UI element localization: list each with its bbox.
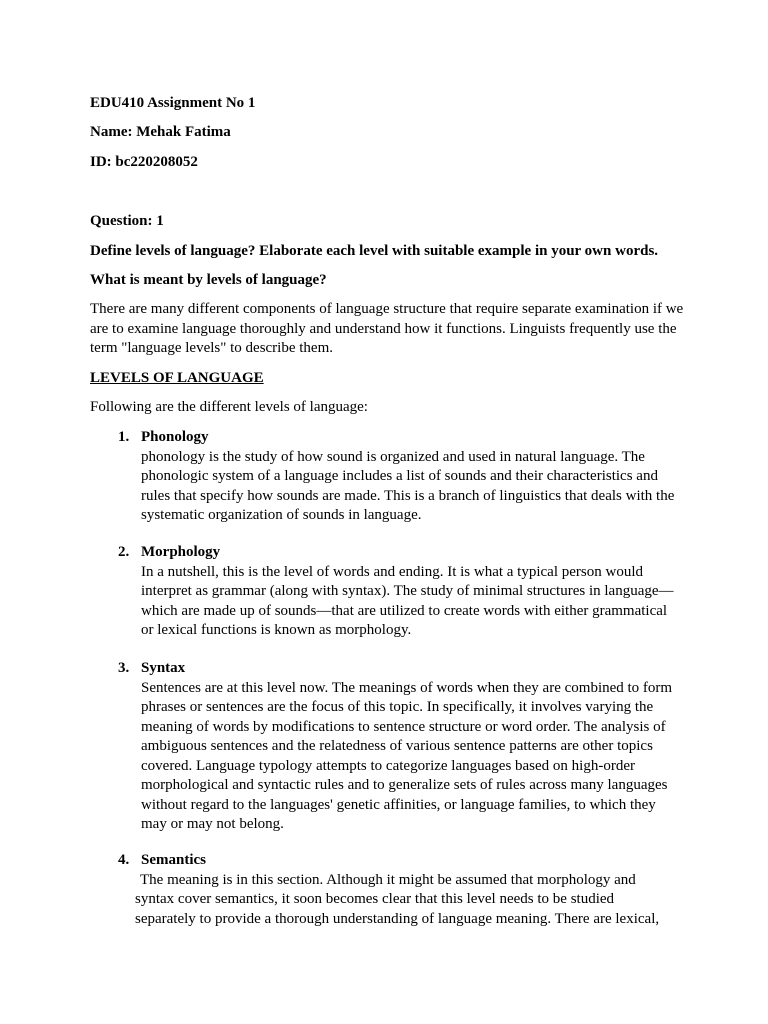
- level-number: 4.: [118, 852, 130, 868]
- level-item-syntax: [90, 659, 690, 839]
- level-title: Phonology: [141, 429, 209, 445]
- level-title: Morphology: [141, 544, 221, 560]
- level-number: 3.: [118, 660, 130, 676]
- intro-paragraph: There are many different components of language structure that require separate examination if we are to examine language thoroughly and understand how it functions. Linguists frequently use the term "language levels" to describe them.: [90, 301, 684, 356]
- level-body: In a nutshell, this is the level of words and ending. It is what a typical person would interpret as grammar (along with syntax). The study of minimal structures in language—which are made up of sounds—that are utilized to create words with either grammatical or lexical functions is known as morphology.: [141, 563, 674, 638]
- level-body: Sentences are at this level now. The meanings of words when they are combined to form phrases or sentences are the focus of this topic. In specifically, it involves varying the meaning of words by modifications to sentence structure or word order. The analysis of ambiguous sentences and the relatedness of various sentence patterns are other topics covered. Language typology attempts to categorize languages based on high-order morphological and syntactic rules and to generalize sets of rules across many languages without regard to the languages' genetic affinities, or language families, to which they may or may not belong.: [141, 679, 673, 832]
- level-number: 1.: [118, 429, 130, 445]
- student-name: Name: Mehak Fatima: [90, 124, 231, 140]
- level-item-morphology: [90, 543, 690, 643]
- level-number: 2.: [118, 544, 130, 560]
- question-label: Question: 1: [90, 213, 164, 229]
- level-item-phonology: [90, 428, 690, 528]
- assignment-title: EDU410 Assignment No 1: [90, 95, 256, 111]
- levels-heading: LEVELS OF LANGUAGE: [90, 370, 264, 386]
- level-item-semantics: [90, 851, 690, 941]
- level-body: phonology is the study of how sound is organized and used in natural language. The phonologic system of a language includes a list of sounds and their characteristics and rules that specify how sounds are made. This is a branch of linguistics that deals with the systematic organization of sounds in language.: [141, 448, 675, 523]
- levels-intro: Following are the different levels of language:: [90, 399, 368, 415]
- question-prompt: Define levels of language? Elaborate each level with suitable example in your own words.: [90, 243, 659, 259]
- level-title: Semantics: [141, 852, 206, 868]
- question-subheading: What is meant by levels of language?: [90, 272, 327, 288]
- student-id: ID: bc220208052: [90, 154, 198, 170]
- level-body: The meaning is in this section. Although it might be assumed that morphology and syntax cover semantics, it soon becomes clear that this level needs to be studied separately to provide a thorough understanding of language meaning. There are lexical,: [135, 871, 660, 927]
- level-title: Syntax: [141, 660, 186, 676]
